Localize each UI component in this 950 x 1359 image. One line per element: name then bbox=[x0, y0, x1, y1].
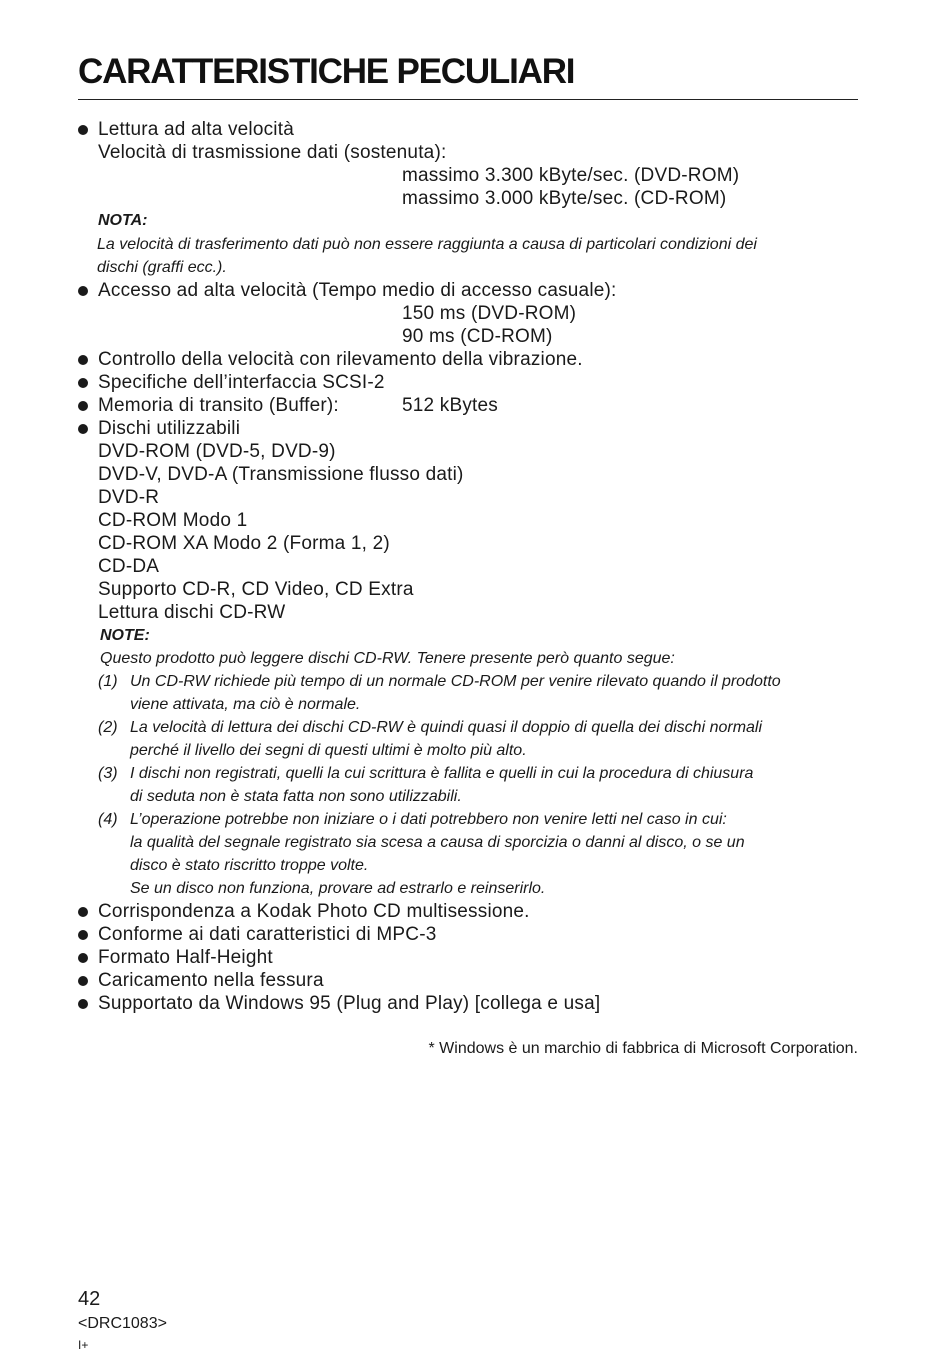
page-number: 42 bbox=[78, 1288, 101, 1310]
disc-type: Lettura dischi CD-RW bbox=[98, 602, 286, 623]
bullet-icon bbox=[78, 424, 88, 434]
note-text: disco è stato riscritto troppe volte. bbox=[130, 857, 369, 874]
note-text: Questo prodotto può leggere dischi CD-RW. Tenere presente però quanto segue: bbox=[100, 650, 675, 667]
note-text: La velocità di lettura dei dischi CD-RW è quindi quasi il doppio di quella dei dischi normali bbox=[130, 719, 763, 736]
bullet-icon bbox=[78, 907, 88, 917]
document-code: <DRC1083> bbox=[78, 1315, 167, 1332]
note-text: viene attivata, ma ciò è normale. bbox=[130, 696, 361, 713]
feature-label: Lettura ad alta velocità bbox=[98, 119, 294, 140]
feature-label: Accesso ad alta velocità (Tempo medio di accesso casuale): bbox=[98, 280, 617, 301]
note-text: dischi (graffi ecc.). bbox=[97, 259, 227, 276]
note-number: (2) bbox=[98, 719, 118, 736]
note-number: (3) bbox=[98, 765, 118, 782]
feature-value: 150 ms (DVD-ROM) bbox=[402, 303, 577, 324]
disc-type: CD-ROM Modo 1 bbox=[98, 510, 248, 531]
disc-type: DVD-V, DVD-A (Transmissione flusso dati) bbox=[98, 464, 464, 485]
bullet-icon bbox=[78, 355, 88, 365]
bullet-icon bbox=[78, 286, 88, 296]
note-heading: NOTE: bbox=[100, 627, 150, 644]
feature-label: Caricamento nella fessura bbox=[98, 970, 324, 991]
feature-label: Supportato da Windows 95 (Plug and Play) [collega e usa] bbox=[98, 993, 601, 1014]
note-text: la qualità del segnale registrato sia scesa a causa di sporcizia o danni al disco, o se un bbox=[130, 834, 745, 851]
note-number: (4) bbox=[98, 811, 118, 828]
feature-label: Specifiche dell’interfaccia SCSI-2 bbox=[98, 372, 385, 393]
feature-value: massimo 3.300 kByte/sec. (DVD-ROM) bbox=[402, 165, 740, 186]
disc-type: CD-DA bbox=[98, 556, 160, 577]
note-text: La velocità di trasferimento dati può non essere raggiunta a causa di particolari condizioni dei bbox=[97, 236, 757, 253]
note-number: (1) bbox=[98, 673, 118, 690]
bullet-icon bbox=[78, 953, 88, 963]
corner-mark: I+ bbox=[78, 1338, 89, 1352]
note-text: L’operazione potrebbe non iniziare o i dati potrebbero non venire letti nel caso in cui: bbox=[130, 811, 727, 828]
bullet-icon bbox=[78, 999, 88, 1009]
trademark-footnote: * Windows è un marchio di fabbrica di Microsoft Corporation. bbox=[428, 1040, 858, 1057]
feature-label: Formato Half-Height bbox=[98, 947, 273, 968]
disc-type: DVD-R bbox=[98, 487, 160, 508]
bullet-icon bbox=[78, 378, 88, 388]
feature-label: Controllo della velocità con rilevamento della vibrazione. bbox=[98, 349, 583, 370]
feature-value: massimo 3.000 kByte/sec. (CD-ROM) bbox=[402, 188, 727, 209]
feature-subtext: Velocità di trasmissione dati (sostenuta): bbox=[98, 142, 447, 163]
note-text: I dischi non registrati, quelli la cui scrittura è fallita e quelli in cui la procedura di chiusura bbox=[130, 765, 754, 782]
title-rule bbox=[78, 99, 858, 100]
feature-value: 90 ms (CD-ROM) bbox=[402, 326, 553, 347]
note-text: di seduta non è stata fatta non sono utilizzabili. bbox=[130, 788, 462, 805]
bullet-icon bbox=[78, 401, 88, 411]
feature-label: Dischi utilizzabili bbox=[98, 418, 241, 439]
note-text: perché il livello dei segni di questi ultimi è molto più alto. bbox=[130, 742, 527, 759]
feature-label: Conforme ai dati caratteristici di MPC-3 bbox=[98, 924, 437, 945]
note-heading: NOTA: bbox=[98, 212, 148, 229]
bullet-icon bbox=[78, 930, 88, 940]
note-text: Un CD-RW richiede più tempo di un normale CD-ROM per venire rilevato quando il prodotto bbox=[130, 673, 781, 690]
disc-type: CD-ROM XA Modo 2 (Forma 1, 2) bbox=[98, 533, 390, 554]
bullet-icon bbox=[78, 125, 88, 135]
disc-type: DVD-ROM (DVD-5, DVD-9) bbox=[98, 441, 336, 462]
feature-value: 512 kBytes bbox=[402, 395, 498, 416]
note-text: Se un disco non funziona, provare ad estrarlo e reinserirlo. bbox=[130, 880, 546, 897]
feature-label: Corrispondenza a Kodak Photo CD multisessione. bbox=[98, 901, 530, 922]
page-title: CARATTERISTICHE PECULIARI bbox=[78, 52, 575, 91]
bullet-icon bbox=[78, 976, 88, 986]
feature-label: Memoria di transito (Buffer): bbox=[98, 395, 339, 416]
disc-type: Supporto CD-R, CD Video, CD Extra bbox=[98, 579, 414, 600]
